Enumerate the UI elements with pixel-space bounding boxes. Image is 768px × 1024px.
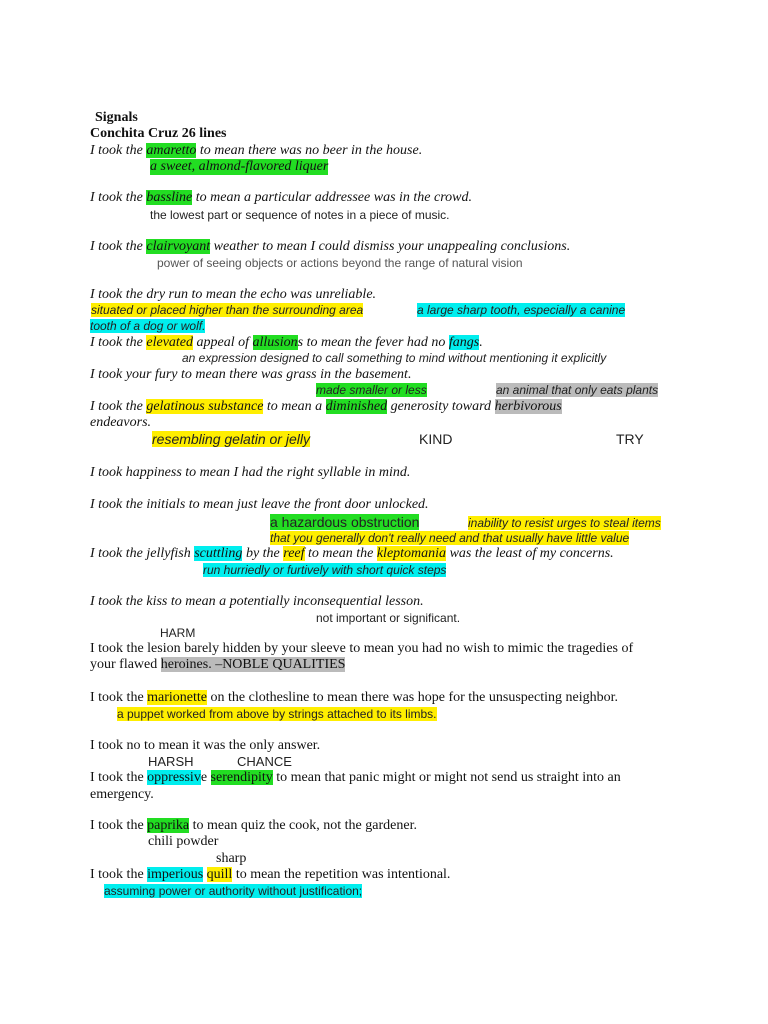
poem-line-1 xyxy=(90,143,422,159)
line-text: I took the xyxy=(90,335,147,350)
highlight-word: oppressiv xyxy=(147,770,201,785)
highlight-word: allusion xyxy=(252,335,298,350)
highlight-word: paprika xyxy=(147,818,190,833)
definition-9b: inability to resist urges to steal items xyxy=(468,516,661,530)
highlight-word: herbivorous xyxy=(494,399,562,414)
highlight-word: kleptomania xyxy=(376,546,447,561)
highlight-word: bassline xyxy=(146,190,193,205)
definition-5: an expression designed to call something to mind without mentioning it explicitly xyxy=(182,351,607,365)
definition-10: run hurriedly or furtively with short quick steps xyxy=(203,563,447,577)
poem-line-3 xyxy=(90,239,570,255)
line-text: to mean the repetition was intentional. xyxy=(232,867,451,882)
highlight-word: serendipity xyxy=(210,770,273,785)
definition-2: the lowest part or sequence of notes in a piece of music. xyxy=(150,208,450,222)
line-text: by the xyxy=(242,546,284,561)
poem-line-13 xyxy=(90,690,618,706)
definition-4c: tooth of a dog or wolf. xyxy=(90,319,206,333)
line-text: I took the xyxy=(90,770,148,785)
definition-14b: CHANCE xyxy=(237,754,292,769)
definition-3: power of seeing objects or actions beyond the range of natural vision xyxy=(157,256,523,270)
definition-1: a sweet, almond-flavored liquer xyxy=(150,159,329,174)
line-text: I took the xyxy=(90,818,148,833)
definition-9c: that you generally don't really need and that usually have little value xyxy=(270,531,630,545)
line-text: was the least of my concerns. xyxy=(446,546,614,561)
definition-4b: a large sharp tooth, especially a canine xyxy=(417,303,626,317)
definition-9a: a hazardous obstruction xyxy=(270,514,420,530)
poem-line-7 xyxy=(90,399,562,415)
definition-12: HARM xyxy=(160,626,196,640)
line-text: to mean that panic might or might not send us straight into an xyxy=(272,770,621,785)
definition-16a: chili powder xyxy=(148,834,219,849)
definition-16b: sharp xyxy=(216,851,247,866)
line-text: your flawed xyxy=(90,657,161,672)
poem-line-8: I took happiness to mean I had the right syllable in mind. xyxy=(90,465,411,480)
line-text: to mean a particular addressee was in the crowd. xyxy=(192,190,472,205)
highlight-word: elevated xyxy=(146,335,194,350)
line-text: I took the xyxy=(90,690,148,705)
poem-line-2 xyxy=(90,190,472,206)
poem-line-15b: emergency. xyxy=(90,787,154,802)
poem-line-11: I took the kiss to mean a potentially inconsequential lesson. xyxy=(90,594,424,609)
poem-line-7b: endeavors. xyxy=(90,415,152,430)
line-text: I took the xyxy=(90,867,148,882)
poem-line-5 xyxy=(90,335,483,351)
highlight-word: clairvoyant xyxy=(146,239,211,254)
line-text: weather to mean I could dismiss your unappealing conclusions. xyxy=(210,239,571,254)
poem-title: Signals xyxy=(95,110,138,125)
poem-line-12: I took the lesion barely hidden by your sleeve to mean you had no wish to mimic the tragedies of xyxy=(90,641,634,656)
definition-17: assuming power or authority without justification; xyxy=(104,884,363,898)
line-text: . xyxy=(479,335,483,350)
poem-line-9: I took the initials to mean just leave the front door unlocked. xyxy=(90,497,429,512)
line-text: I took the xyxy=(90,143,147,158)
line-text: I took the xyxy=(90,239,147,254)
line-text: appeal of xyxy=(193,335,253,350)
poem-line-17 xyxy=(90,867,450,883)
highlight-word: reef xyxy=(283,546,305,561)
poem-line-6: I took your fury to mean there was grass in the basement. xyxy=(90,367,412,382)
highlight-word: heroines. –NOBLE QUALITIES xyxy=(160,657,346,672)
line-text: to mean the xyxy=(304,546,377,561)
line-text: I took the xyxy=(90,190,147,205)
author-line: Conchita Cruz 26 lines xyxy=(90,126,227,141)
highlight-word: imperious xyxy=(147,867,204,882)
poem-line-10 xyxy=(90,546,614,562)
highlight-word: fangs xyxy=(448,335,480,350)
poem-line-4: I took the dry run to mean the echo was unreliable. xyxy=(90,287,377,302)
highlight-word: marionette xyxy=(147,690,208,705)
definition-14a: HARSH xyxy=(148,754,194,769)
line-text: e xyxy=(200,770,211,785)
line-text: generosity toward xyxy=(387,399,495,414)
definition-7b: KIND xyxy=(419,431,453,447)
poem-line-12b xyxy=(90,657,345,673)
line-text: I took the xyxy=(90,399,147,414)
highlight-word: scuttling xyxy=(194,546,243,561)
definition-7c: TRY xyxy=(616,431,644,447)
definition-11: not important or significant. xyxy=(316,611,461,625)
definition-7a: resembling gelatin or jelly xyxy=(152,431,310,447)
highlight-word: quill xyxy=(206,867,233,882)
line-text: to mean quiz the cook, not the gardener. xyxy=(189,818,417,833)
highlight-word: amaretto xyxy=(146,143,197,158)
highlight-word: gelatinous substance xyxy=(146,399,264,414)
line-text: s to mean the fever had no xyxy=(297,335,449,350)
definition-6a: made smaller or less xyxy=(316,383,427,397)
poem-line-14: I took no to mean it was the only answer. xyxy=(90,738,321,753)
poem-line-15 xyxy=(90,770,621,786)
definition-6b: an animal that only eats plants xyxy=(496,383,659,397)
line-text: to mean a xyxy=(263,399,326,414)
line-text: I took the jellyfish xyxy=(90,546,195,561)
highlight-word: diminished xyxy=(325,399,388,414)
line-text: on the clothesline to mean there was hope for the unsuspecting neighbor. xyxy=(207,690,618,705)
poem-line-16 xyxy=(90,818,417,834)
definition-4a: situated or placed higher than the surrounding area xyxy=(91,303,364,317)
line-text: to mean there was no beer in the house. xyxy=(196,143,423,158)
definition-13: a puppet worked from above by strings attached to its limbs. xyxy=(117,707,437,721)
